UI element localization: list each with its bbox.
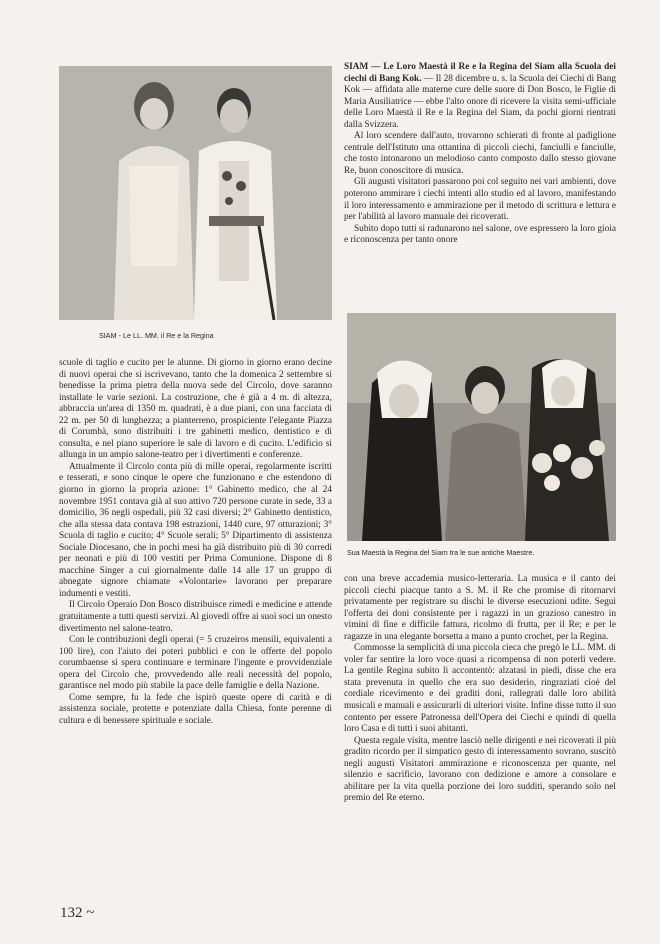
article-paragraph: Commosse la semplicità di una piccola cieca che pregò le LL. MM. di voler far sentire la loro voce quasi a ricompensa di non poterli vedere. La gentile Regina subito li accontentò: alzatasi in piedi, disse che era stata prevenuta in quello che era suo desiderio, ringraziati cioè del cordiale ricevimento e dei graditi doni, rallegrati dalle loro abilità musicali e manuali e assicurarli di ulteriori visite. Infine disse tutto il suo contento per essere Patronessa dell'Opera dei Ciechi e quindi di quella loro Casa e di tutti i suoi abitanti.: [344, 643, 616, 735]
photo2-caption: Sua Maestà la Regina del Siam tra le sue antiche Maestre.: [347, 548, 535, 557]
photo-king-queen: [59, 66, 332, 320]
article-right-top: [344, 62, 616, 247]
article-headline: SIAM — Le Loro Maestà il Re e la Regina del Siam alla Scuola dei ciechi di Bang Kok.: [344, 62, 616, 84]
article-left: [59, 358, 332, 728]
article-paragraph: Gli augusti visitatori passarono poi col seguito nei vari ambienti, dove poterono ammirare i ciechi intenti allo studio ed al lavoro, manifestando il loro interessamento e ammirazione per il metodo di scrittura e lettura e per l'abilità al lavoro manuale dei ricoverati.: [344, 177, 616, 223]
article-paragraph: Subito dopo tutti si radunarono nel salone, ove espressero la loro gioia e riconoscenza per tanto onore: [344, 223, 616, 246]
article-paragraph: Attualmente il Circolo conta più di mille operai, regolarmente iscritti e tesserati, e sono cinque le opere che funzionano e che estendono di giorno in giorno la propria azione: 1° Gabinetto medico, che al 24 novembre 1951 contava già al suo attivo 720 persone curate in sede, 33 a domicilio, 36 negli ospedali, più 32 casi diversi; 2° Gabinetto dentistico, che alla stessa data contava 198 estrazioni, 1440 cure, 97 otturazioni; 3° Scuola di taglio e cucito; 4° Scuole serali; 5° Dipartimento di assistenza Sociale Diocesano, che in pochi mesi ha già distribuito più di 30 corredi per neonati e più di 100 vestiti per Prima Comunione. Dispone di 8 macchine Singer a cui giornalmente dalle 14 alle 17 un gruppo di abnegate signore chiamate «Volontarie» lavorano per preparare indumenti e vestiti.: [59, 461, 332, 599]
article-paragraph: Con le contribuzioni degli operai (= 5 cruzeiros mensili, equivalenti a 100 lire), con l'aiuto dei poteri pubblici e con le offerte del popolo corumbaense si spera continuare e terminare l'ingente e provvidenziale opera del Circolo che, provvedendo alle reali necessità del popolo, garantisce nel modo più stabile la pace delle famiglie e della Nazione.: [59, 635, 332, 692]
article-paragraph: Il Circolo Operaio Don Bosco distribuisce rimedi e medicine e attende gratuitamente a tutti questi servizi. Al giovedì offre ai suoi soci un onesto divertimento nel salone-teatro.: [59, 600, 332, 634]
article-paragraph: Al loro scendere dall'auto, trovarono schierati di fronte al padiglione centrale dell'Istituto una ottantina di piccoli ciechi, fanciulli e fanciulle, che tosto intonarono un melodioso canto composto dallo stesso giovane Re, buon conoscitore di musica.: [344, 131, 616, 176]
article-paragraph: — Il 28 dicembre u. s. la Scuola dei Ciechi di Bang Kok — affidata alle materne cure delle suore di Don Bosco, le Figlie di Maria Ausiliatrice — ebbe l'alto onore di ricevere la visita semi-ufficiale delle Loro Maestà il Re e la Regina del Siam, da pochi giorni rientrati dalla Svizzera.: [344, 73, 616, 130]
article-paragraph: con una breve accademia musico-letteraria. La musica e il canto dei piccoli ciechi piacque tanto a S. M. il Re che promise di ritornarvi privatamente per registrare su dischi le diverse esecuzioni udite. Seguì l'offerta dei doni consistente per i ragazzi in un grazioso canestro in vimini di fine e difficile fattura, ricolmo di frutta, per il Re; e per le ragazze in una elegante borsetta a mano a punto crochet, per la Regina.: [344, 574, 616, 642]
article-paragraph: scuole di taglio e cucito per le alunne. Di giorno in giorno erano decine di nuovi operai che si iscrivevano, tanto che la domenica 2 settembre si benedisse la prima pietra della nuova sede del Circolo, dove saranno installate le varie sezioni. La costruzione, che è già a 4 m. di altezza, abbraccia un'area di 1350 m. quadrati, è a due piani, con una facciata di 22 m. per 50 di lunghezza; a pianterreno, prospiciente l'elegante Piazza di Corumbà, sono distribuiti i tre gabinetti medico, dentistico e di consulta, e nel piano superiore le sale di lavoro e di cucito. L'edificio si allunga in un ampio salone-teatro per i divertimenti e conferenze.: [59, 358, 332, 461]
page-number: 132 ~: [60, 905, 95, 921]
article-paragraph: Questa regale visita, mentre lasciò nelle dirigenti e nei ricoverati il più gradito ricordo per il simpatico gesto di interessamento sovrano, suscitò negli augusti Visitatori ammirazione e riconoscenza per quante, nel silenzio e sacrificio, lavorano con dedizione e amore a consolare e abilitare per la vita quella porzione dei loro sudditi, sperando solo nel premio del Re eterno.: [344, 735, 616, 804]
article-paragraph: Come sempre, fu la fede che ispirò queste opere di carità e di assistenza sociale, protette e potenziate dalla Chiesa, fonte perenne di cultura e di benessere spirituale e sociale.: [59, 692, 332, 726]
photo1-caption: SIAM - Le LL. MM. il Re e la Regina: [99, 331, 214, 340]
article-right-bottom: [344, 574, 616, 805]
photo-queen-nuns: [347, 313, 616, 541]
